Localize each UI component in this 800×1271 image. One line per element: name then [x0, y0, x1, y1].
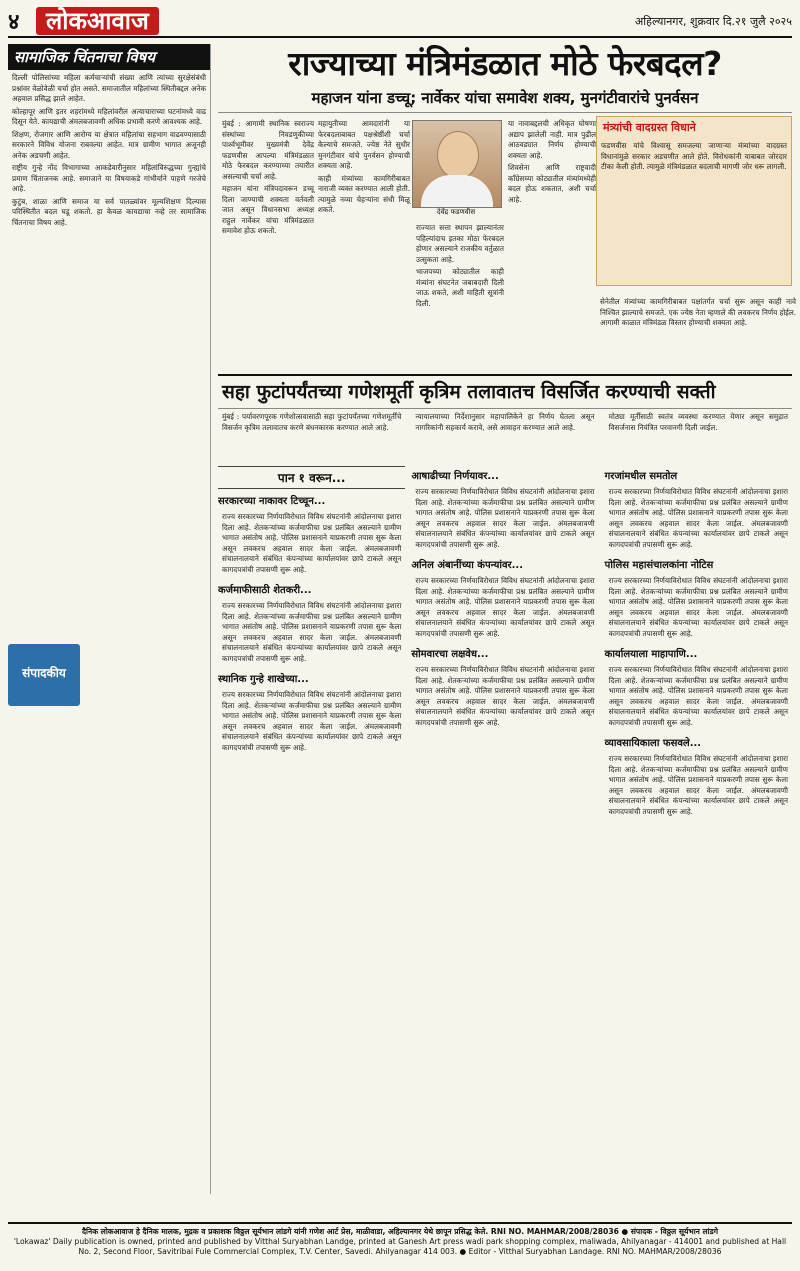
lead-column-4: [504, 116, 600, 210]
page-header: [8, 6, 792, 38]
continuation-text: राज्य सरकारच्या निर्णयाविरोधात विविध संघटनांनी आंदोलनाचा इशारा दिला आहे. शेतकऱ्यांच्या कर्जमाफीचा प्रश्न प्रलंबित असल्याने ग्रामीण भागात असंतोष आहे. पोलिस प्रशासनाने याप्रकरणी तपास सुरू केला असून लवकरच अहवाल सादर केला जाईल. अंमलबजावणी संचालनालयाने संबंधित कंपन्यांच्या कार्यालयांवर छापे टाकले असून कागदपत्रांची तपासणी सुरू आहे.: [222, 690, 402, 752]
continuation-heading: कर्जमाफीसाठी शेतकरी...: [218, 585, 312, 596]
lead-paragraph: महायुतीच्या आमदारांनी या फेरबदलाबाबत पक्षश्रेष्ठींशी चर्चा केल्याचे समजते. ज्येष्ठ नेते सुधीर मुनगंटीवार यांचे पुनर्वसन होण्याची शक्यता आहे.: [318, 119, 410, 170]
left-paragraph: कुटुंब, शाळा आणि समाज या सर्व पातळ्यांवर मूल्यशिक्षण दिल्यास परिस्थितीत बदल घडू शकतो. हा केवळ कायद्याचा नव्हे तर सामाजिक चिंतनाचा विषय आहे.: [12, 196, 206, 227]
continuation-text: राज्य सरकारच्या निर्णयाविरोधात विविध संघटनांनी आंदोलनाचा इशारा दिला आहे. शेतकऱ्यांच्या कर्जमाफीचा प्रश्न प्रलंबित असल्याने ग्रामीण भागात असंतोष आहे. पोलिस प्रशासनाने याप्रकरणी तपास सुरू केला असून लवकरच अहवाल सादर केला जाईल. अंमलबजावणी संचालनालयाने संबंधित कंपन्यांच्या कार्यालयांवर छापे टाकले असून कागदपत्रांची तपासणी सुरू आहे.: [415, 576, 595, 638]
left-article-body: [8, 70, 210, 233]
lead-column-2: [314, 116, 414, 221]
continuation-heading: अनिल अंबानींच्या कंपन्यांवर...: [411, 560, 524, 571]
continuation-heading: स्थानिक गुन्हे शाखेच्या...: [218, 674, 309, 685]
lead-paragraph: महाजन यांना मंत्रिपदावरून डच्चू दिला जाण्याची शक्यता वर्तवली जात असून विधानसभा अध्यक्ष राहुल नार्वेकर यांचा मंत्रिमंडळात समावेश होऊ शकतो.: [222, 184, 314, 235]
lead-paragraph: राज्यात सत्ता स्थापन झाल्यानंतर पहिल्यांदाच इतका मोठा फेरबदल होणार असल्याने राजकीय वर्तुळात उत्सुकता आहे.: [416, 223, 504, 264]
left-column: [8, 44, 211, 1194]
continuation-text: राज्य सरकारच्या निर्णयाविरोधात विविध संघटनांनी आंदोलनाचा इशारा दिला आहे. शेतकऱ्यांच्या कर्जमाफीचा प्रश्न प्रलंबित असल्याने ग्रामीण भागात असंतोष आहे. पोलिस प्रशासनाने याप्रकरणी तपास सुरू केला असून लवकरच अहवाल सादर केला जाईल. अंमलबजावणी संचालनालयाने संबंधित कंपन्यांच्या कार्यालयांवर छापे टाकले असून कागदपत्रांची तपासणी सुरू आहे.: [608, 754, 788, 816]
lead-paragraph: काही मंत्र्यांच्या कामगिरीबाबत नाराजी व्यक्त करण्यात आली होती. त्यामुळे नव्या चेहऱ्यांना संधी मिळू शकते.: [318, 173, 410, 214]
continuation-heading: आषाढीच्या निर्णयावर...: [411, 471, 499, 482]
continuation-col: [605, 464, 792, 820]
continuation-text: राज्य सरकारच्या निर्णयाविरोधात विविध संघटनांनी आंदोलनाचा इशारा दिला आहे. शेतकऱ्यांच्या कर्जमाफीचा प्रश्न प्रलंबित असल्याने ग्रामीण भागात असंतोष आहे. पोलिस प्रशासनाने याप्रकरणी तपास सुरू केला असून लवकरच अहवाल सादर केला जाईल. अंमलबजावणी संचालनालयाने संबंधित कंपन्यांच्या कार्यालयांवर छापे टाकले असून कागदपत्रांची तपासणी सुरू आहे.: [608, 665, 788, 727]
right-lead-text: सेनेतील मंत्र्यांच्या कामगिरीबाबत पक्षांतर्गत चर्चा सुरू असून काही नावे निश्चित झाल्याचे समजते. एक ज्येष्ठ नेता म्हणाले की लवकरच निर्णय होईल. आगामी काळात मंत्रिमंडळ विस्तार होण्याची शक्यता आहे.: [600, 297, 796, 327]
second-headline: सहा फुटांपर्यंतच्या गणेशमूर्ती कृत्रिम तलावातच विसर्जित करण्याची सक्ती: [218, 374, 792, 409]
sidebar-box-text: फडणवीस यांचे विश्वासू समजल्या जाणाऱ्या मंत्र्यांच्या वादग्रस्त विधानांमुळे सरकार अडचणीत आले होते. विरोधकांनी याबाबत जोरदार टीका केली होती. त्यामुळे मंत्रिमंडळात बदलाची मागणी जोर धरू लागली.: [601, 141, 787, 171]
left-paragraph: कोल्हापूर आणि इतर शहरांमध्ये महिलांवरील अत्याचाराच्या घटनांमध्ये वाढ दिसून येते. कायद्याची अंमलबजावणी अधिक प्रभावी करणे आवश्यक आहे.: [12, 106, 206, 126]
continuation-heading: कार्यालयाला माहापाणि...: [604, 649, 698, 660]
left-paragraph: दिल्ली पोलिसांच्या महिला कर्मचाऱ्यांची संख्या आणि त्यांच्या सुरक्षेसंबंधी प्रश्नांवर वेळोवेळी चर्चा होत असते. समाजातील महिलांच्या स्थितीबद्दल अनेक अहवाल प्रसिद्ध झाले आहेत.: [12, 73, 206, 103]
lead-paragraph: भाजपच्या कोट्यातील काही मंत्र्यांना संघटनेत जबाबदारी दिली जाऊ शकते, अशी माहिती सूत्रांनी दिली.: [416, 267, 504, 308]
leader-photo: [412, 120, 502, 208]
continuation-label: पान १ वरून...: [218, 466, 405, 489]
second-paragraph: न्यायालयाच्या निर्देशानुसार महापालिकेने हा निर्णय घेतला असून नागरिकांनी सहकार्य करावे, असे आवाहन करण्यात आले आहे.: [415, 412, 595, 432]
page-number: ४: [8, 9, 20, 35]
continuation-heading: सरकारच्या नाकावर टिच्चून...: [218, 496, 326, 507]
lead-column-3: [412, 220, 508, 314]
continuation-section: [218, 464, 792, 1254]
second-paragraph: मुंबई : पर्यावरणपूरक गणेशोत्सवासाठी सहा फुटांपर्यंतच्या गणेशमूर्तींचे विसर्जन कृत्रिम तलावातच करणे बंधनकारक करण्यात आले आहे.: [222, 412, 402, 432]
second-paragraph: मोठ्या मूर्तींसाठी स्वतंत्र व्यवस्था करण्यात येणार असून समुद्रात विसर्जनास नियंत्रित परवानगी दिली जाईल.: [608, 412, 788, 432]
second-story-columns: [218, 409, 792, 436]
lead-headline: राज्याच्या मंत्रिमंडळात मोठे फेरबदल?: [288, 44, 722, 83]
continuation-columns: [218, 464, 792, 820]
continuation-heading: पोलिस महासंचालकांना नोटिस: [604, 560, 714, 571]
dateline: अहिल्यानगर, शुक्रवार दि.२१ जुलै २०२५: [634, 14, 792, 28]
imprint-marathi: दैनिक लोकआवाज हे दैनिक मालक, मुद्रक व प्रकाशक विठ्ठल सूर्यभान लांडगे यांनी गणेश आर्ट प्रेस, माळीवाडा, अहिल्यानगर येथे छापून प्रसिद्ध केले. RNI NO. MAHMAR/2008/28036 ● संपादक - विठ्ठल सूर्यभान लांडगे: [81, 1227, 718, 1236]
continuation-heading: व्यावसायिकाला फसवले...: [604, 738, 702, 749]
second-story: [218, 374, 792, 436]
sidebar-box-title: मंत्र्यांची वादग्रस्त विधाने: [603, 121, 696, 134]
photo-face: [437, 131, 479, 179]
continuation-heading: गरजांमधील समतोल: [604, 471, 678, 482]
continuation-col: [218, 464, 405, 820]
masthead-logo: लोकआवाज: [36, 7, 159, 35]
lead-subheadline: महाजन यांना डच्चू; नार्वेकर यांचा समावेश शक्य, मुनगंटीवारांचे पुनर्वसन: [218, 84, 792, 113]
left-paragraph: शिक्षण, रोजगार आणि आरोग्य या क्षेत्रात महिलांचा सहभाग वाढवण्यासाठी सरकारने विविध योजना राबवल्या आहेत. मात्र ग्रामीण भागात अजूनही अनेक अडचणी आहेत.: [12, 129, 206, 160]
lead-column-1: [218, 116, 318, 242]
photo-body: [421, 175, 493, 208]
continuation-text: राज्य सरकारच्या निर्णयाविरोधात विविध संघटनांनी आंदोलनाचा इशारा दिला आहे. शेतकऱ्यांच्या कर्जमाफीचा प्रश्न प्रलंबित असल्याने ग्रामीण भागात असंतोष आहे. पोलिस प्रशासनाने याप्रकरणी तपास सुरू केला असून लवकरच अहवाल सादर केला जाईल. अंमलबजावणी संचालनालयाने संबंधित कंपन्यांच्या कार्यालयांवर छापे टाकले असून कागदपत्रांची तपासणी सुरू आहे.: [222, 512, 402, 574]
left-paragraph: राष्ट्रीय गुन्हे नोंद विभागाच्या आकडेवारीनुसार महिलांविरुद्धच्या गुन्ह्यांचे प्रमाण चिंताजनक आहे. समाजाने या विषयाकडे गांभीर्याने पाहणे गरजेचे आहे.: [12, 163, 206, 193]
sidebar-box: [596, 116, 792, 286]
imprint-english: 'Lokawaz' Daily publication is owned, printed and published by Vitthal Suryabhan Landge, printed at Ganesh Art press wadi park shopping complex, maliwada, Ahilyanagar - 414001 and published at Hall No. 2, Second Floor, Savitribai Fule Commercial Complex, T.V. Center, Savedi. Ahilyanagar 414 003. ● Editor - Vitthal Suryabhan Landage. RNI NO. MAHMAR/2008/28036: [13, 1237, 787, 1256]
lead-paragraph: शिवसेना आणि राष्ट्रवादी काँग्रेसच्या कोट्यातील मंत्र्यांमध्येही बदल होऊ शकतात, अशी चर्चा आहे.: [508, 163, 596, 204]
continuation-text: राज्य सरकारच्या निर्णयाविरोधात विविध संघटनांनी आंदोलनाचा इशारा दिला आहे. शेतकऱ्यांच्या कर्जमाफीचा प्रश्न प्रलंबित असल्याने ग्रामीण भागात असंतोष आहे. पोलिस प्रशासनाने याप्रकरणी तपास सुरू केला असून लवकरच अहवाल सादर केला जाईल. अंमलबजावणी संचालनालयाने संबंधित कंपन्यांच्या कार्यालयांवर छापे टाकले असून कागदपत्रांची तपासणी सुरू आहे.: [222, 601, 402, 663]
continuation-text: राज्य सरकारच्या निर्णयाविरोधात विविध संघटनांनी आंदोलनाचा इशारा दिला आहे. शेतकऱ्यांच्या कर्जमाफीचा प्रश्न प्रलंबित असल्याने ग्रामीण भागात असंतोष आहे. पोलिस प्रशासनाने याप्रकरणी तपास सुरू केला असून लवकरच अहवाल सादर केला जाईल. अंमलबजावणी संचालनालयाने संबंधित कंपन्यांच्या कार्यालयांवर छापे टाकले असून कागदपत्रांची तपासणी सुरू आहे.: [608, 487, 788, 549]
left-section-title: सामाजिक चिंतनाचा विषय: [8, 44, 210, 70]
continuation-col: [411, 464, 598, 820]
continuation-text: राज्य सरकारच्या निर्णयाविरोधात विविध संघटनांनी आंदोलनाचा इशारा दिला आहे. शेतकऱ्यांच्या कर्जमाफीचा प्रश्न प्रलंबित असल्याने ग्रामीण भागात असंतोष आहे. पोलिस प्रशासनाने याप्रकरणी तपास सुरू केला असून लवकरच अहवाल सादर केला जाईल. अंमलबजावणी संचालनालयाने संबंधित कंपन्यांच्या कार्यालयांवर छापे टाकले असून कागदपत्रांची तपासणी सुरू आहे.: [608, 576, 788, 638]
photo-caption: देवेंद्र फडणवीस: [436, 208, 476, 216]
continuation-text: राज्य सरकारच्या निर्णयाविरोधात विविध संघटनांनी आंदोलनाचा इशारा दिला आहे. शेतकऱ्यांच्या कर्जमाफीचा प्रश्न प्रलंबित असल्याने ग्रामीण भागात असंतोष आहे. पोलिस प्रशासनाने याप्रकरणी तपास सुरू केला असून लवकरच अहवाल सादर केला जाईल. अंमलबजावणी संचालनालयाने संबंधित कंपन्यांच्या कार्यालयांवर छापे टाकले असून कागदपत्रांची तपासणी सुरू आहे.: [415, 665, 595, 727]
lead-paragraph: या नावाबद्दलची अधिकृत घोषणा अद्याप झालेली नाही. मात्र पुढील आठवड्यात निर्णय होण्याची शक्यता आहे.: [508, 119, 596, 160]
imprint-footer: [8, 1222, 792, 1257]
lead-story: [218, 44, 796, 327]
continuation-text: राज्य सरकारच्या निर्णयाविरोधात विविध संघटनांनी आंदोलनाचा इशारा दिला आहे. शेतकऱ्यांच्या कर्जमाफीचा प्रश्न प्रलंबित असल्याने ग्रामीण भागात असंतोष आहे. पोलिस प्रशासनाने याप्रकरणी तपास सुरू केला असून लवकरच अहवाल सादर केला जाईल. अंमलबजावणी संचालनालयाने संबंधित कंपन्यांच्या कार्यालयांवर छापे टाकले असून कागदपत्रांची तपासणी सुरू आहे.: [415, 487, 595, 549]
editorial-badge: संपादकीय: [8, 644, 80, 706]
continuation-heading: सोमवारचा लक्षवेध...: [411, 649, 489, 660]
lead-paragraph: मुंबई : आगामी स्थानिक स्वराज्य संस्थांच्या निवडणुकीच्या पार्श्वभूमीवर मुख्यमंत्री देवेंद्र फडणवीस आपल्या मंत्रिमंडळात मोठे फेरबदल करण्याच्या तयारीत असल्याची चर्चा आहे.: [222, 119, 314, 181]
